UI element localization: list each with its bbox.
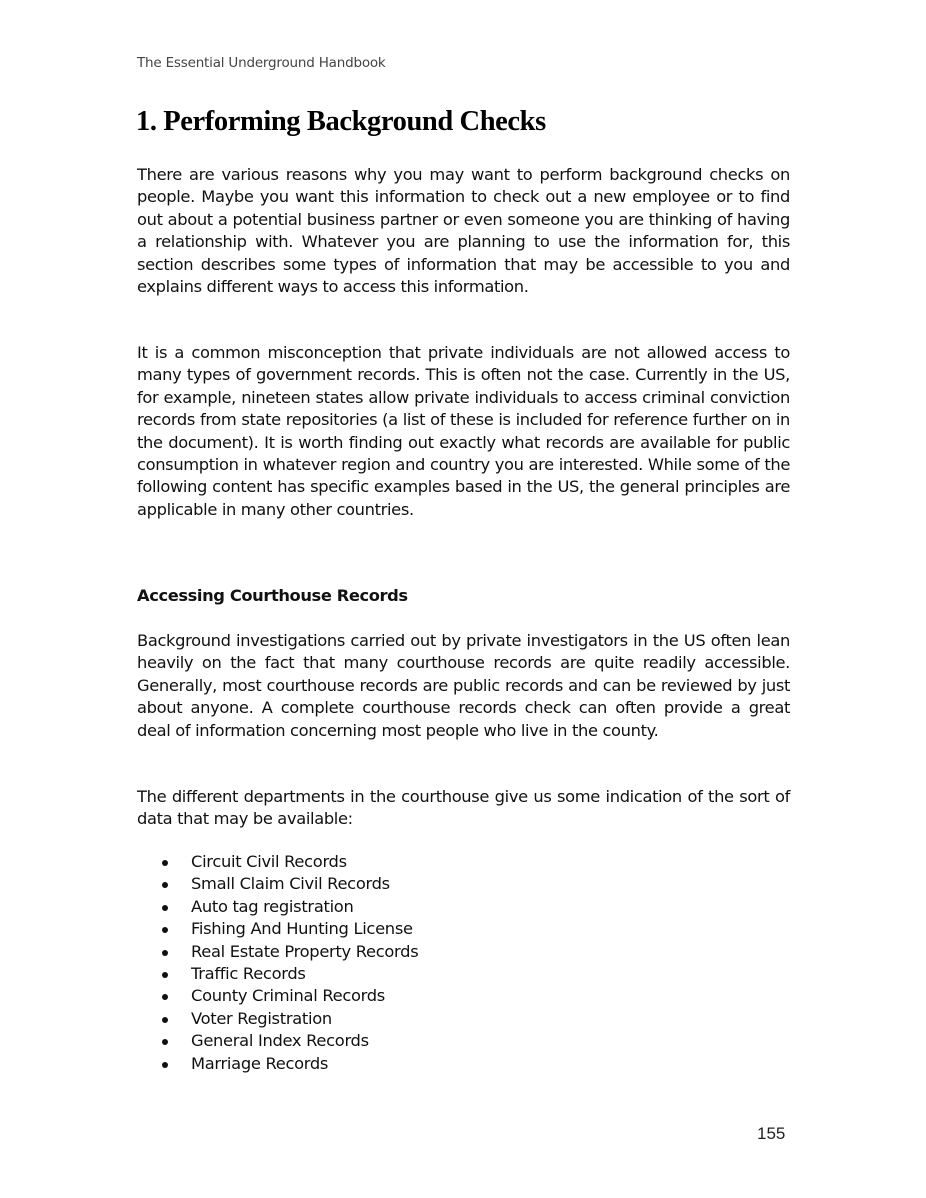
bullet-icon bbox=[162, 1062, 168, 1068]
bullet-icon bbox=[162, 905, 168, 911]
list-item bbox=[137, 1030, 418, 1052]
section-heading: Accessing Courthouse Records bbox=[137, 586, 408, 605]
list-item-text: Real Estate Property Records bbox=[191, 941, 419, 961]
list-item bbox=[137, 963, 418, 985]
running-header: The Essential Underground Handbook bbox=[137, 55, 386, 71]
bullet-icon bbox=[162, 1017, 168, 1023]
list-item bbox=[137, 941, 418, 963]
list-item-text: Circuit Civil Records bbox=[191, 852, 347, 871]
intro-paragraph: There are various reasons why you may want to perform background checks on people. Maybe you want this information to check out a new employee or to find out about a potential business partner or even someone you are thinking of having a relationship with. Whatever you are planning to use the information for, this section describes some types of information that may be accessible to you and explains different ways to access this information. bbox=[137, 165, 790, 297]
misconception-paragraph: It is a common misconception that private individuals are not allowed access to many types of government records. This is often not the case. Currently in the US, for example, nineteen states allow private individuals to access criminal conviction records from state repositories (a list of these is included for reference further on in the document). It is worth finding out exactly what records are available for public consumption in whatever region and country you are interested. While some of the following content has specific examples based in the US, the general principles are applicable in many other countries. bbox=[137, 343, 790, 519]
records-list bbox=[137, 851, 418, 1075]
list-item-text: Voter Registration bbox=[191, 1008, 332, 1028]
list-item-text: Auto tag registration bbox=[191, 896, 354, 916]
departments-paragraph: The different departments in the courthouse give us some indication of the sort of data that may be available: bbox=[137, 787, 790, 829]
chapter-title: 1. Performing Background Checks bbox=[136, 106, 546, 137]
list-item-text: Small Claim Civil Records bbox=[191, 874, 390, 894]
list-item bbox=[137, 985, 418, 1007]
list-item-text: Traffic Records bbox=[191, 964, 306, 984]
bullet-icon bbox=[162, 1039, 168, 1045]
list-item bbox=[137, 918, 418, 940]
courthouse-paragraph: Background investigations carried out by private investigators in the US often lean heavily on the fact that many courthouse records are quite readily accessible. Generally, most courthouse records are public records and can be reviewed by just about anyone. A complete courthouse records check can often provide a great deal of information concerning most people who live in the county. bbox=[137, 631, 790, 740]
bullet-icon bbox=[162, 927, 168, 933]
list-item bbox=[137, 873, 418, 895]
bullet-icon bbox=[162, 994, 168, 1000]
page-number: 155 bbox=[757, 1124, 786, 1143]
list-item-text: General Index Records bbox=[191, 1031, 369, 1051]
list-item-text: County Criminal Records bbox=[191, 986, 385, 1006]
bullet-icon bbox=[162, 860, 168, 866]
list-item bbox=[137, 1053, 418, 1075]
list-item-text: Marriage Records bbox=[191, 1053, 329, 1073]
list-item-text: Fishing And Hunting License bbox=[191, 919, 413, 939]
list-item bbox=[137, 851, 418, 873]
bullet-icon bbox=[162, 972, 168, 978]
list-item bbox=[137, 1008, 418, 1030]
bullet-icon bbox=[162, 882, 168, 888]
list-item bbox=[137, 896, 418, 918]
bullet-icon bbox=[162, 950, 168, 956]
